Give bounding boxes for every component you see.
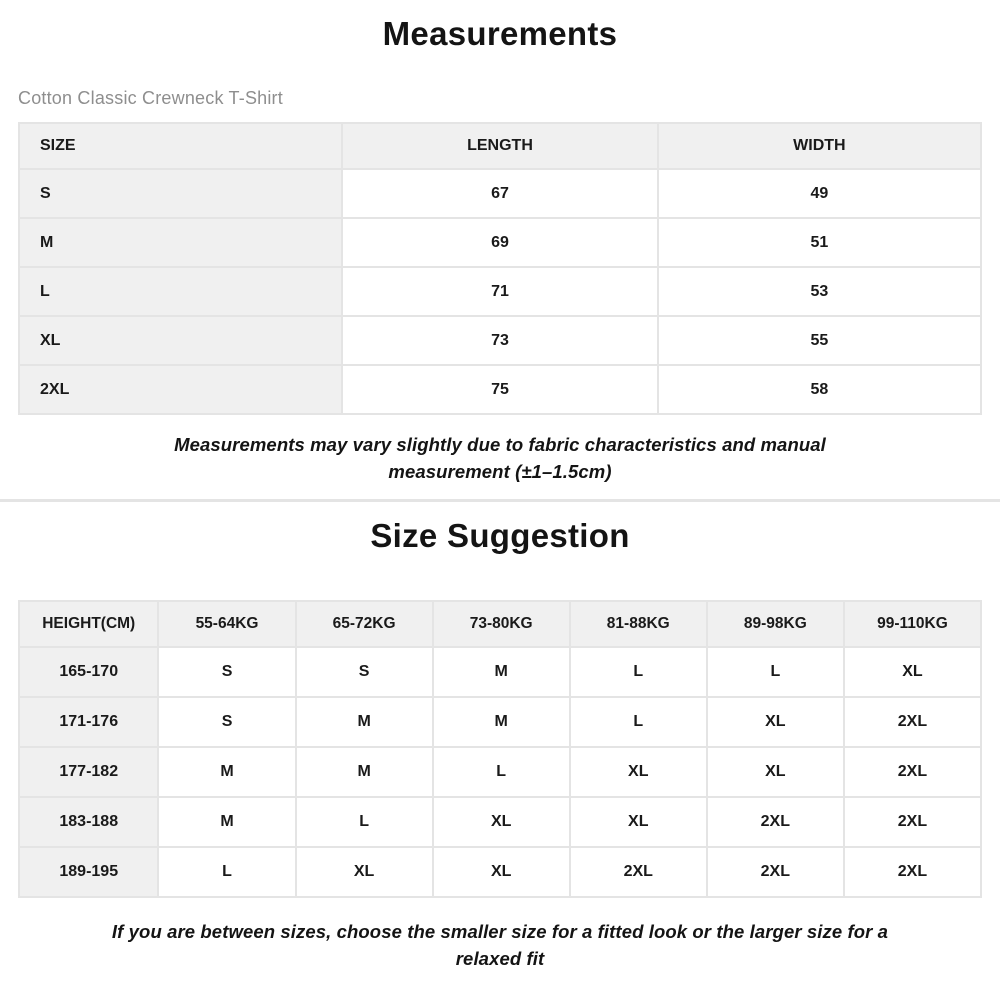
width-cell: 49 bbox=[658, 169, 981, 218]
length-cell: 73 bbox=[342, 316, 658, 365]
size-cell: XL bbox=[19, 316, 342, 365]
col-header-weight: 73-80KG bbox=[433, 601, 570, 647]
col-header-weight: 55-64KG bbox=[158, 601, 295, 647]
product-name: Cotton Classic Crewneck T-Shirt bbox=[18, 88, 283, 108]
col-header-length: LENGTH bbox=[342, 123, 658, 169]
size-cell: L bbox=[19, 267, 342, 316]
size-cell: S bbox=[19, 169, 342, 218]
measurements-header-row bbox=[19, 123, 981, 169]
size-recommendation-cell: M bbox=[433, 647, 570, 697]
size-recommendation-cell: XL bbox=[570, 797, 707, 847]
size-recommendation-cell: XL bbox=[844, 647, 981, 697]
size-recommendation-cell: M bbox=[296, 747, 433, 797]
height-cell: 165-170 bbox=[19, 647, 158, 697]
size-recommendation-cell: 2XL bbox=[707, 847, 844, 897]
width-cell: 55 bbox=[658, 316, 981, 365]
size-recommendation-cell: M bbox=[433, 697, 570, 747]
measurements-row bbox=[19, 218, 981, 267]
size-recommendation-cell: XL bbox=[433, 797, 570, 847]
size-recommendation-cell: XL bbox=[433, 847, 570, 897]
size-recommendation-cell: XL bbox=[296, 847, 433, 897]
col-header-height: HEIGHT(CM) bbox=[19, 601, 158, 647]
width-cell: 58 bbox=[658, 365, 981, 414]
measurements-table bbox=[18, 122, 982, 415]
col-header-weight: 81-88KG bbox=[570, 601, 707, 647]
measurements-title: Measurements bbox=[382, 15, 618, 52]
measurements-row bbox=[19, 169, 981, 218]
size-recommendation-cell: XL bbox=[570, 747, 707, 797]
height-cell: 177-182 bbox=[19, 747, 158, 797]
size-recommendation-cell: S bbox=[158, 697, 295, 747]
height-cell: 183-188 bbox=[19, 797, 158, 847]
length-cell: 67 bbox=[342, 169, 658, 218]
size-recommendation-cell: L bbox=[158, 847, 295, 897]
size-suggestion-table bbox=[18, 600, 982, 898]
size-recommendation-cell: 2XL bbox=[570, 847, 707, 897]
col-header-size: SIZE bbox=[19, 123, 342, 169]
suggestion-row bbox=[19, 697, 981, 747]
size-recommendation-cell: 2XL bbox=[844, 747, 981, 797]
size-recommendation-cell: 2XL bbox=[844, 847, 981, 897]
height-cell: 189-195 bbox=[19, 847, 158, 897]
suggestion-header-row bbox=[19, 601, 981, 647]
suggestion-row bbox=[19, 847, 981, 897]
measurements-note: Measurements may vary slightly due to fabric characteristics and manual measurement (±1–1.5cm) bbox=[174, 434, 826, 482]
suggestion-row bbox=[19, 797, 981, 847]
suggestion-row bbox=[19, 647, 981, 697]
size-recommendation-cell: S bbox=[296, 647, 433, 697]
length-cell: 75 bbox=[342, 365, 658, 414]
col-header-width: WIDTH bbox=[658, 123, 981, 169]
size-recommendation-cell: XL bbox=[707, 747, 844, 797]
col-header-weight: 99-110KG bbox=[844, 601, 981, 647]
length-cell: 69 bbox=[342, 218, 658, 267]
size-recommendation-cell: L bbox=[707, 647, 844, 697]
size-suggestion-title: Size Suggestion bbox=[370, 517, 630, 554]
width-cell: 53 bbox=[658, 267, 981, 316]
size-recommendation-cell: M bbox=[158, 797, 295, 847]
size-recommendation-cell: 2XL bbox=[707, 797, 844, 847]
col-header-weight: 89-98KG bbox=[707, 601, 844, 647]
measurements-row bbox=[19, 316, 981, 365]
col-header-weight: 65-72KG bbox=[296, 601, 433, 647]
section-divider bbox=[0, 499, 1000, 502]
size-recommendation-cell: M bbox=[158, 747, 295, 797]
size-recommendation-cell: 2XL bbox=[844, 797, 981, 847]
size-recommendation-cell: L bbox=[570, 647, 707, 697]
measurements-row bbox=[19, 267, 981, 316]
size-recommendation-cell: L bbox=[296, 797, 433, 847]
size-cell: M bbox=[19, 218, 342, 267]
suggestion-row bbox=[19, 747, 981, 797]
size-recommendation-cell: XL bbox=[707, 697, 844, 747]
size-suggestion-note: If you are between sizes, choose the smaller size for a fitted look or the larger size for a relaxed fit bbox=[111, 921, 889, 969]
size-recommendation-cell: M bbox=[296, 697, 433, 747]
size-recommendation-cell: 2XL bbox=[844, 697, 981, 747]
length-cell: 71 bbox=[342, 267, 658, 316]
measurements-row bbox=[19, 365, 981, 414]
size-recommendation-cell: L bbox=[433, 747, 570, 797]
size-recommendation-cell: S bbox=[158, 647, 295, 697]
width-cell: 51 bbox=[658, 218, 981, 267]
height-cell: 171-176 bbox=[19, 697, 158, 747]
size-cell: 2XL bbox=[19, 365, 342, 414]
size-recommendation-cell: L bbox=[570, 697, 707, 747]
